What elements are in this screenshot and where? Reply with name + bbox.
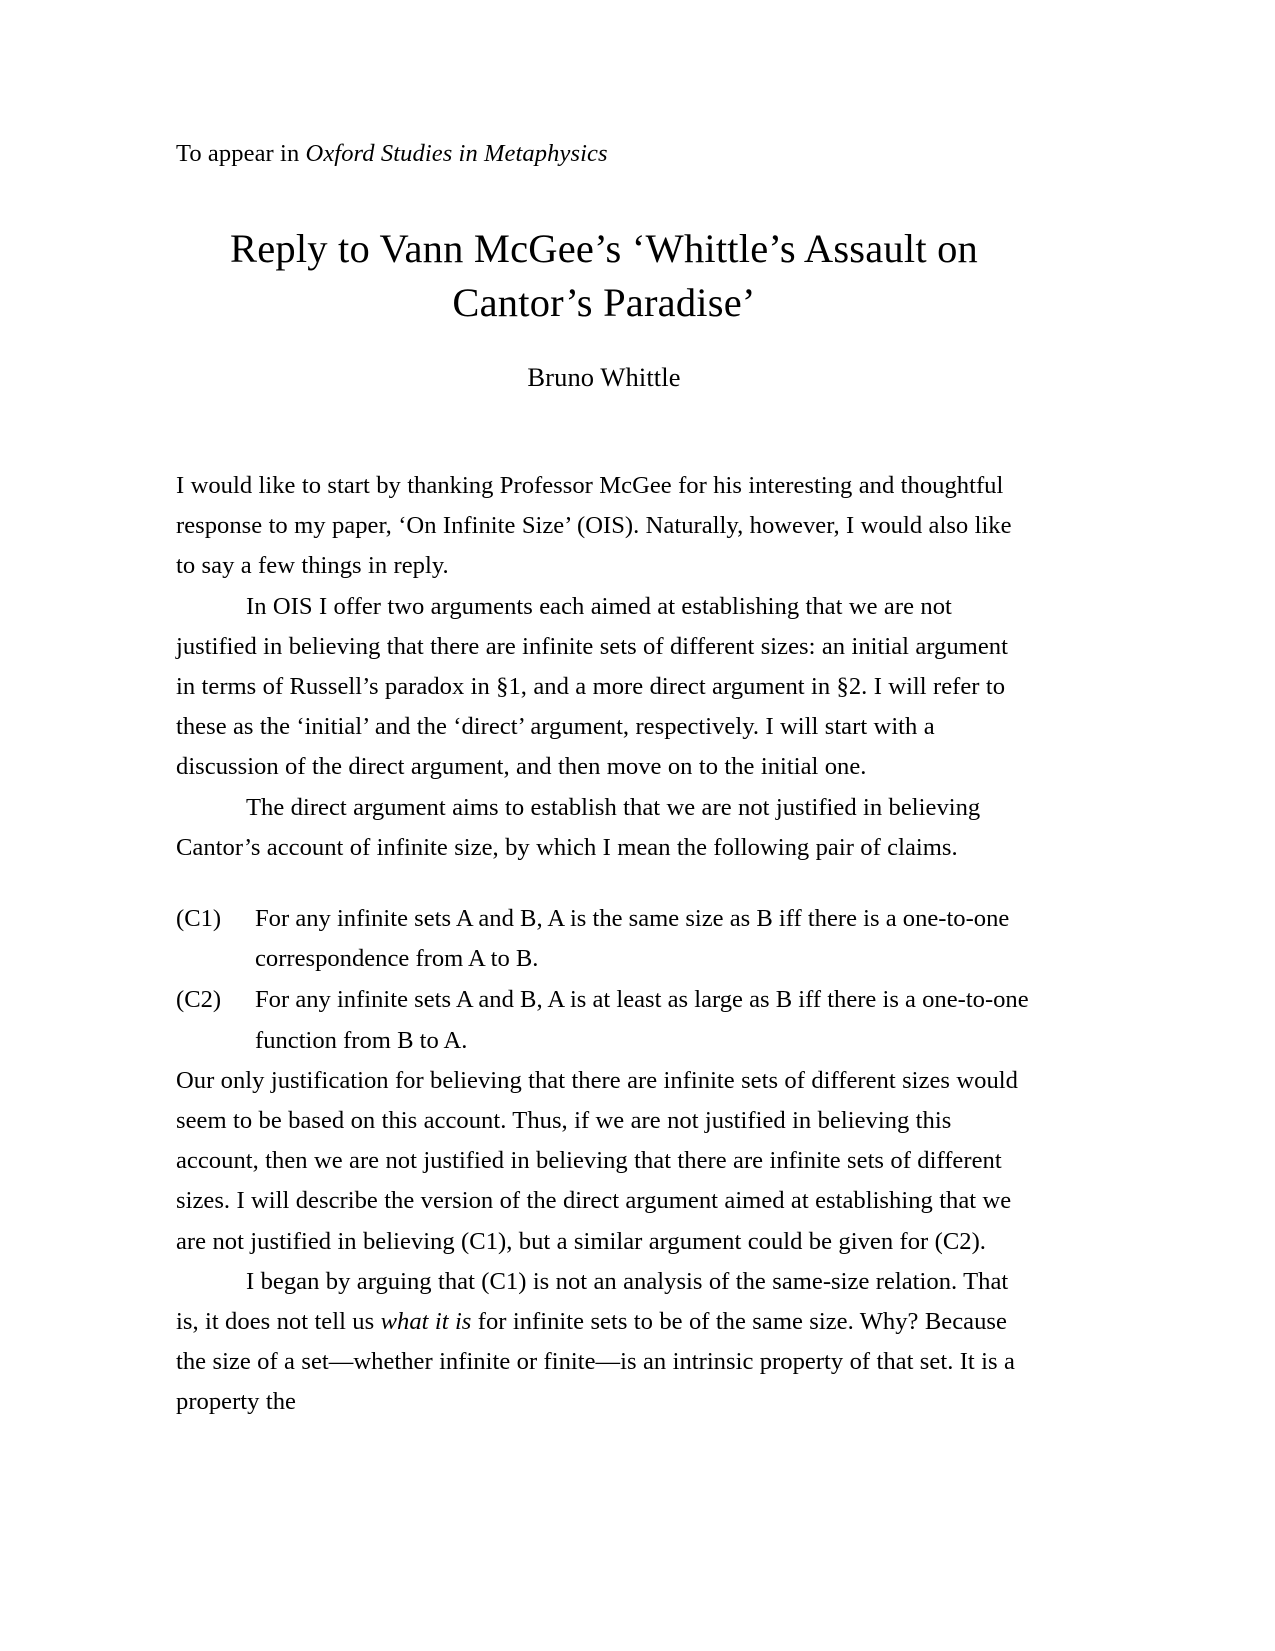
page-title: Reply to Vann McGee’s ‘Whittle’s Assault on Cantor’s Paradise’ (229, 225, 979, 325)
claim-item (176, 980, 1032, 1060)
paragraph-segment: for infinite sets to be of the same size. Why? Because the size of a set—whether infinite or finite—is an intrinsic property of that set. It is a property the (176, 1308, 1015, 1416)
paragraph: In OIS I offer two arguments each aimed at establishing that we are not justified in believing that there are infinite sets of different sizes: an initial argument in terms of Russell’s paradox in §1, and a more direct argument in §2. I will refer to these as the ‘initial’ and the ‘direct’ argument, respectively. I will start with a discussion of the direct argument, and then move on to the initial one. (176, 592, 1008, 781)
running-header (176, 138, 1032, 170)
paragraph: Our only justification for believing that there are infinite sets of different sizes would seem to be based on this account. Thus, if we are not justified in believing this account, then we are not justified in believing that there are infinite sets of different sizes. I will describe the version of the direct argument aimed at establishing that we are not justified in believing (C1), but a similar argument could be given for (C2). (176, 1066, 1018, 1255)
author-byline: Bruno Whittle (527, 361, 681, 392)
paragraph (176, 1262, 1032, 1423)
claim-label: (C1) (176, 905, 222, 933)
running-header-prefix: To appear in (176, 140, 306, 167)
paragraph: I would like to start by thanking Professor McGee for his interesting and thoughtful response to my paper, ‘On Infinite Size’ (OIS). Naturally, however, I would also like to say a few things in reply. (176, 472, 1012, 580)
claim-item (176, 899, 1032, 979)
claim-text: For any infinite sets A and B, A is at least as large as B iff there is a one-to-one function from B to A. (255, 986, 1029, 1054)
running-header-journal: Oxford Studies in Metaphysics (305, 140, 608, 167)
body-text (176, 466, 1032, 1423)
claim-label: (C2) (176, 986, 222, 1014)
paragraph: The direct argument aims to establish that we are not justified in believing Cantor’s account of infinite size, by which I mean the following pair of claims. (176, 793, 981, 861)
claim-text: For any infinite sets A and B, A is the same size as B iff there is a one-to-one correspondence from A to B. (255, 905, 1010, 973)
page-content (176, 138, 1032, 1423)
paragraph-emphasis: what it is (380, 1308, 472, 1336)
claims-list (176, 899, 1032, 1061)
paragraph-segment: I began by arguing that (C1) is not an analysis of the same-size relation. That is, it does not tell us (176, 1267, 1009, 1336)
